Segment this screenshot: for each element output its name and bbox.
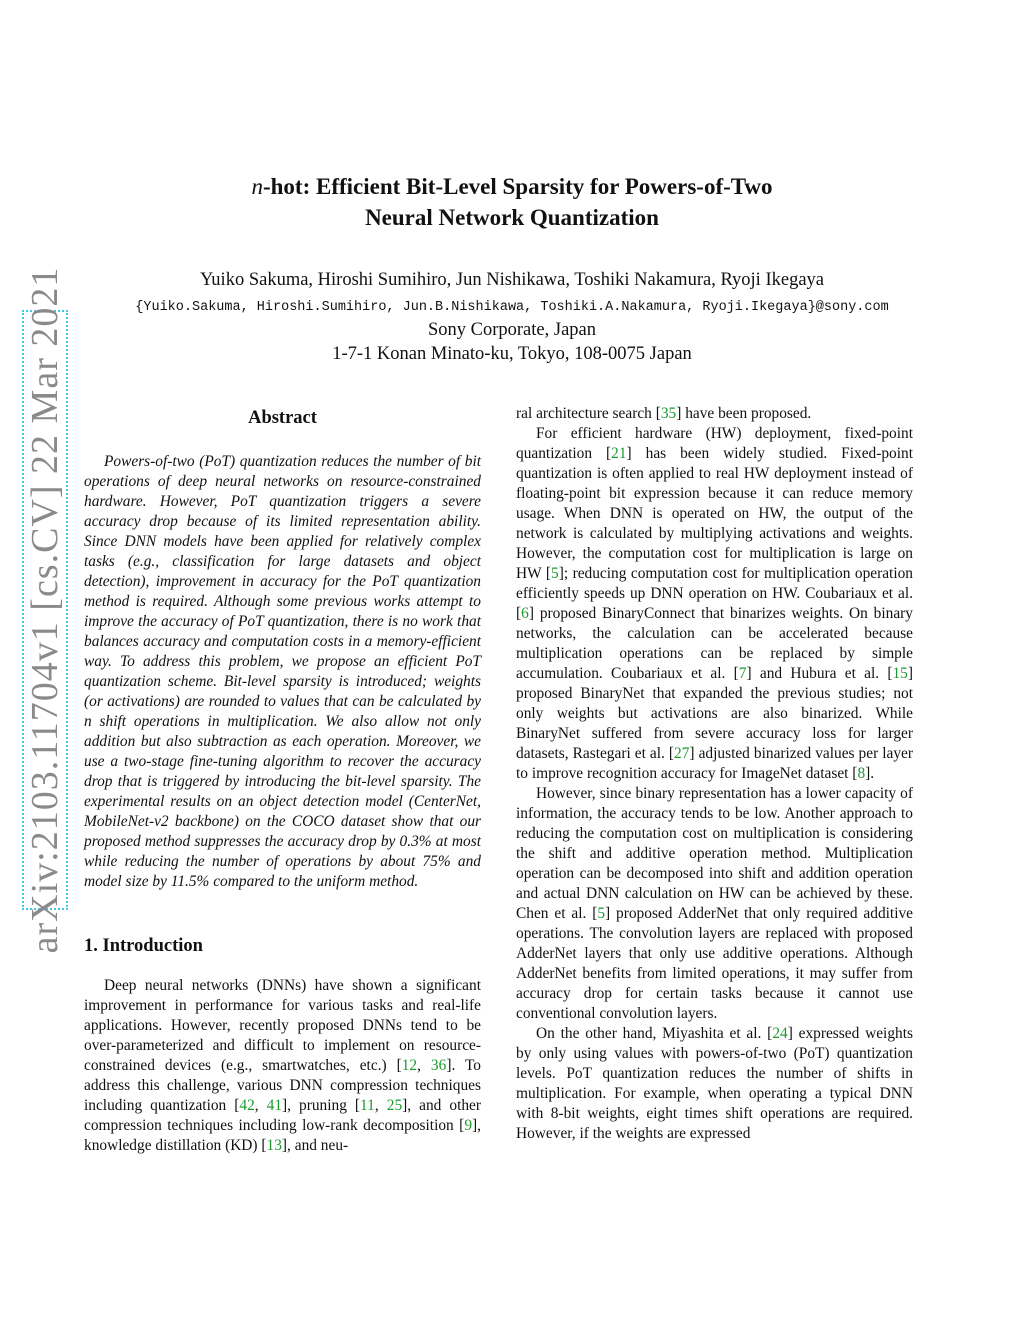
citation-link[interactable]: 5: [597, 905, 606, 922]
affiliation: Sony Corporate, Japan: [427, 320, 596, 340]
arxiv-stamp: arXiv:2103.11704v1 [cs.CV] 22 Mar 2021: [24, 266, 66, 954]
author-emails: {Yuiko.Sakuma, Hiroshi.Sumihiro, Jun.B.Nishikawa, Toshiki.A.Nakamura, Ryoji.Ikegaya}@sony.com: [135, 300, 889, 315]
abstract-body: Powers-of-two (PoT) quantization reduces the number of bit operations of deep neural networks on resource-constrained hardware. However, PoT quantization triggers a severe accuracy drop because of its limited representation ability. Since DNN models have been applied for relatively complex tasks (e.g., classification for large datasets and object detection), improvement in accuracy for the PoT quantization method is required. Although some previous works attempt to improve the accuracy of PoT quantization, there is no work that balances accuracy and computation costs in a memory-efficient way. To address this problem, we propose an efficient PoT quantization scheme. Bit-level sparsity is introduced; weights (or activations) are rounded to values that can be calculated by n shift operations in multiplication. We also allow not only addition but also subtraction as each operation. Moreover, we use a two-stage fine-tuning algorithm to recover the accuracy drop that is triggered by introducing the bit-level sparsity. The experimental results on an object detection model (CenterNet, MobileNet-v2 backbone) on the COCO dataset show that our proposed method suppresses the accuracy drop by 0.3% at most while reducing the number of operations by about 75% and model size by 11.5% compared to the uniform method.: [84, 453, 481, 890]
citation-link[interactable]: 9: [464, 1117, 473, 1134]
affiliation-block: [0, 318, 1024, 366]
intro-paragraph-2: For efficient hardware (HW) deployment, fixed-point quantization [21] has been widely studied. Fixed-point quantization is often applied to real HW deployment instead of floating-point bit expression because it can reduce memory usage. When DNN is operated on HW, the output of the network is calculated by multiplying activations and weights. However, the computation cost for multiplication is large on HW [5]; reducing computation cost for multiplication operation efficiently speeds up DNN operation on HW. Coubariaux et al. [6] proposed BinaryConnect that binarizes weights. On binary networks, the calculation can be accelerated because multiplication operations can be replaced by simple accumulation. Coubariaux et al. [7] and Hubura et al. [15] proposed BinaryNet that expanded the previous studies; not only weights but activations are also binarized. While BinaryNet suffered from severe accuracy loss for larger datasets, Rastegari et al. [27] adjusted binarized values per layer to improve recognition accuracy for ImageNet dataset [8].: [516, 425, 914, 782]
introduction-heading: 1. Introduction: [84, 936, 203, 956]
citation-link[interactable]: 6: [521, 605, 529, 622]
citation-link[interactable]: 5: [550, 565, 559, 582]
citation-link[interactable]: 13: [266, 1137, 282, 1154]
citation-link[interactable]: 36: [430, 1057, 447, 1074]
citation-link[interactable]: 11: [360, 1097, 375, 1114]
address: 1-7-1 Konan Minato-ku, Tokyo, 108-0075 Japan: [332, 344, 692, 364]
citation-link[interactable]: 27: [674, 745, 690, 762]
citation-link[interactable]: 24: [772, 1025, 788, 1042]
right-column: [516, 404, 913, 1144]
citation-link[interactable]: 7: [738, 665, 747, 682]
abstract-heading: Abstract: [248, 408, 317, 428]
paper-title: [0, 171, 1024, 233]
title-line1: -hot: Efficient Bit-Level Sparsity for Powers-of-Two: [262, 174, 773, 199]
title-n: n: [251, 174, 263, 199]
citation-link[interactable]: 21: [611, 445, 627, 462]
citation-link[interactable]: 25: [386, 1097, 403, 1114]
citation-link[interactable]: 42: [239, 1097, 255, 1114]
intro-paragraph-3: However, since binary representation has a lower capacity of information, the accuracy tends to be low. Another approach to reducing the computation cost on multiplication is considering the shift and additive operation method. Multiplication operation can be decomposed into shift and addition operation and actual DNN calculation on HW can be achieved by these. Chen et al. [5] proposed AdderNet that only required additive operations. The convolution layers are replaced with proposed AdderNet layers that only use additive operations. Although AdderNet benefits from limited operations, it may suffer from accuracy drop for certain tasks because it cannot use conventional convolution layers.: [516, 785, 913, 1022]
left-column: [84, 404, 481, 1156]
intro-paragraph-1: Deep neural networks (DNNs) have shown a significant improvement in performance for various tasks and real-life applications. However, recently proposed DNNs tend to be over-parameterized and difficult to implement on resource-constrained devices (e.g., smartwatches, etc.) [12, 36]. To address this challenge, various DNN compression techniques including quantization [42, 41], pruning [11, 25], and other compression techniques including low-rank decomposition [9], knowledge distillation (KD) [13], and neu-: [84, 977, 481, 1154]
citation-link[interactable]: 41: [266, 1097, 283, 1114]
intro-paragraph-4: On the other hand, Miyashita et al. [24] expressed weights by only using values with powers-of-two (PoT) quantization levels. PoT quantization reduces the number of shifts in multiplication. For example, when operating a typical DNN with 8-bit weights, eight times shift operations are required. However, if the weights are expressed: [516, 1025, 913, 1142]
citation-link[interactable]: 15: [892, 665, 908, 682]
title-line2: Neural Network Quantization: [365, 205, 659, 230]
citation-link[interactable]: 8: [857, 765, 866, 782]
citation-link[interactable]: 12: [401, 1057, 418, 1074]
authors: Yuiko Sakuma, Hiroshi Sumihiro, Jun Nishikawa, Toshiki Nakamura, Ryoji Ikegaya: [200, 270, 824, 290]
citation-link[interactable]: 35: [660, 405, 677, 422]
intro-paragraph-1-continued: ral architecture search [35] have been proposed.: [516, 405, 812, 422]
